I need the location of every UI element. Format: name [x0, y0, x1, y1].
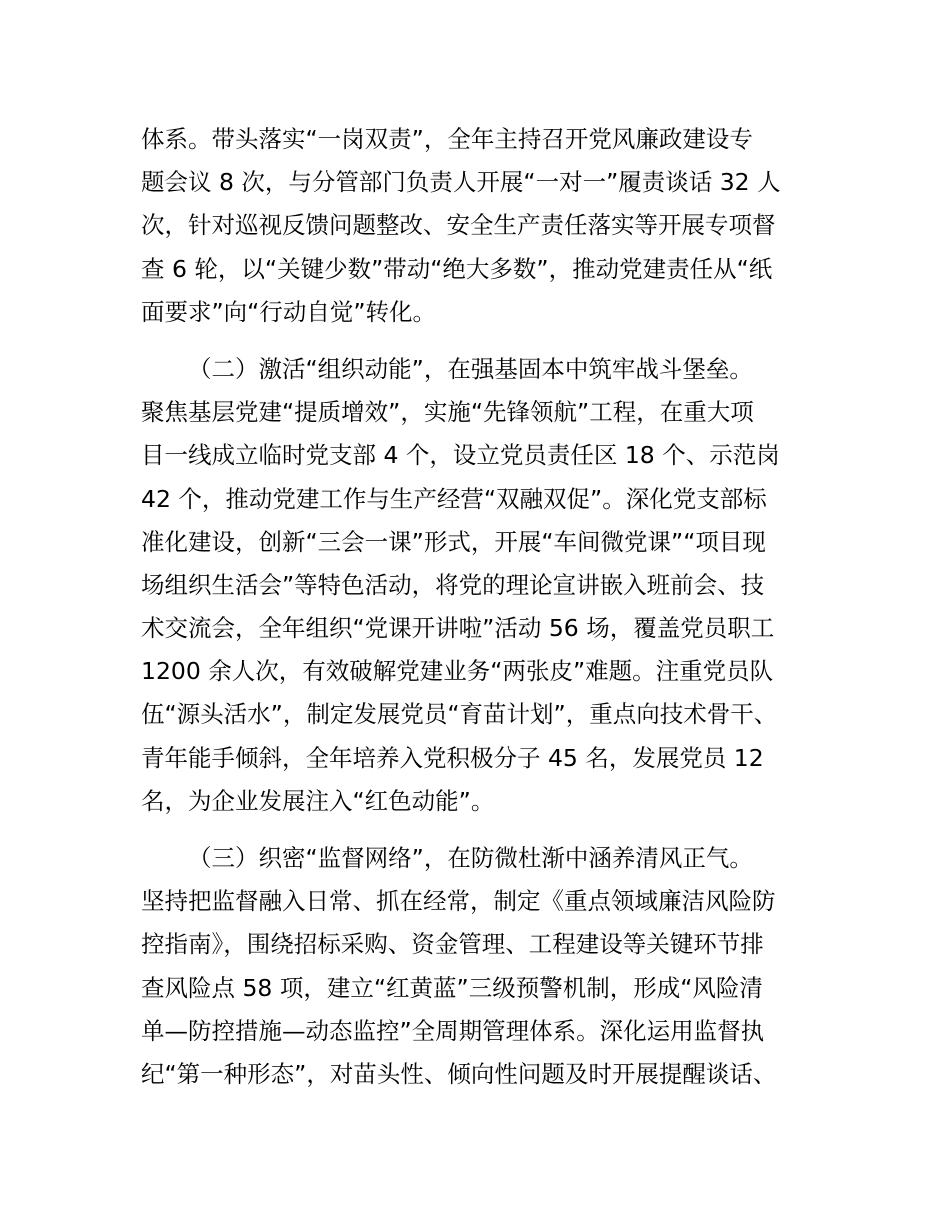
text-line: 术交流会，全年组织“党课开讲啦”活动 56 场，覆盖党员职工	[141, 614, 775, 643]
text-line: 面要求”向“行动自觉”转化。	[141, 297, 437, 326]
text-line: 场组织生活会”等特色活动，将党的理论宣讲嵌入班前会、技	[141, 570, 765, 599]
text-line: 纪“第一种形态”，对苗头性、倾向性问题及时开展提醒谈话、	[141, 1059, 777, 1088]
text-line: 准化建设，创新“三会一课”形式，开展“车间微党课”“项目现	[141, 527, 766, 556]
text-line: 名，为企业发展注入“红色动能”。	[141, 786, 495, 815]
paragraph-responsibility	[141, 118, 831, 334]
text-line: 题会议 8 次，与分管部门负责人开展“一对一”履责谈话 32 人	[141, 168, 781, 197]
text-line: 1200 余人次，有效破解党建业务“两张皮”难题。注重党员队	[141, 657, 774, 686]
text-line: 控指南》，围绕招标采购、资金管理、工程建设等关键环节排	[141, 930, 764, 959]
text-line: 青年能手倾斜，全年培养入党积极分子 45 名，发展党员 12	[141, 743, 764, 772]
paragraph-supervision	[141, 837, 831, 1096]
section-heading-2: （二）激活“组织动能”，在强基固本中筑牢战斗堡垒。	[188, 354, 753, 383]
text-line: 目一线成立临时党支部 4 个，设立党员责任区 18 个、示范岗	[141, 441, 780, 470]
paragraph-organization	[141, 348, 831, 823]
text-line: 单—防控措施—动态监控”全周期管理体系。深化运用监督执	[141, 1016, 765, 1045]
text-line: 查 6 轮，以“关键少数”带动“绝大多数”，推动党建责任从“纸	[141, 254, 773, 283]
text-line: 次，针对巡视反馈问题整改、安全生产责任落实等开展专项督	[141, 211, 776, 240]
text-line: 体系。带头落实“一岗双责”，全年主持召开党风廉政建设专	[141, 125, 753, 153]
text-line: 坚持把监督融入日常、抓在经常，制定《重点领域廉洁风险防	[141, 887, 776, 916]
text-line: 42 个，推动党建工作与生产经营“双融双促”。深化党支部标	[141, 484, 767, 513]
document-body	[141, 118, 831, 1096]
text-line: 查风险点 58 项，建立“红黄蓝”三级预警机制，形成“风险清	[141, 973, 763, 1002]
text-line: 聚焦基层党建“提质增效”，实施“先锋领航”工程，在重大项	[141, 398, 754, 427]
section-heading-3: （三）织密“监督网络”，在防微杜渐中涵养清风正气。	[188, 844, 753, 872]
text-line: 伍“源头活水”，制定发展党员“育苗计划”，重点向技术骨干、	[141, 700, 778, 729]
